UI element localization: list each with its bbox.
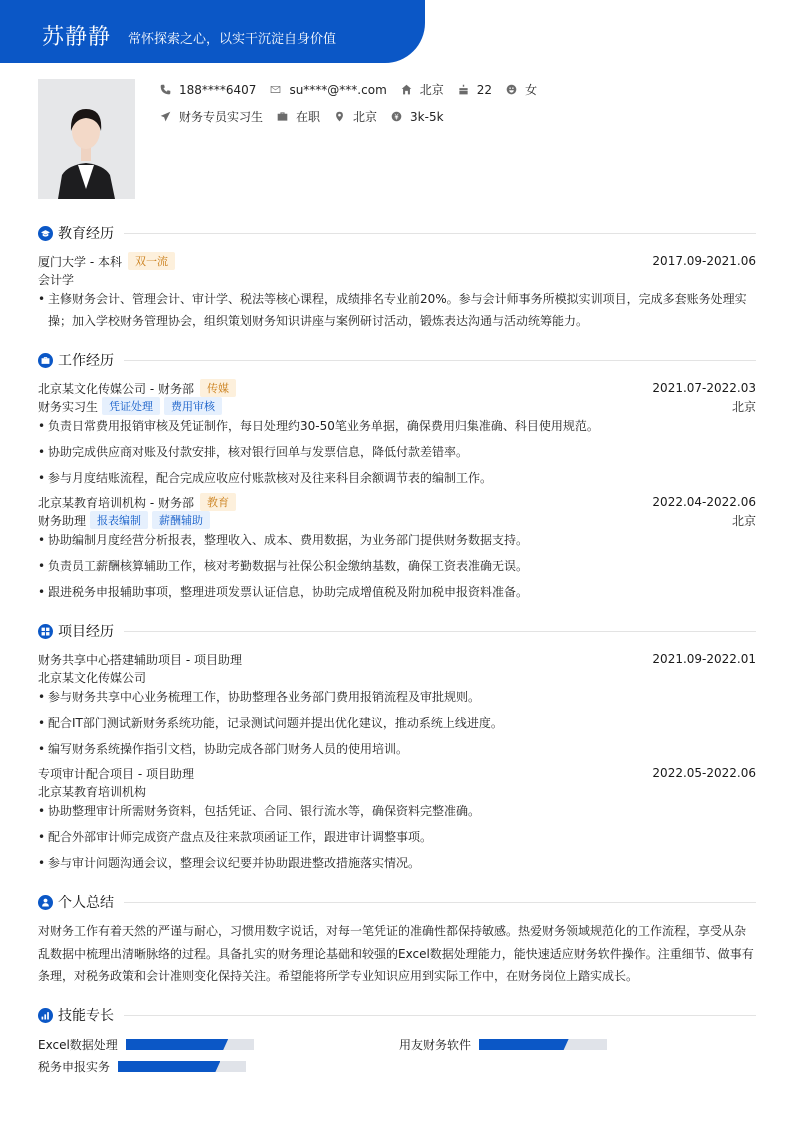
skill-tag: 薪酬辅助	[152, 511, 210, 529]
school-tag: 双一流	[128, 252, 175, 270]
project-org: 北京某文化传媒公司	[38, 670, 147, 685]
section-skills	[38, 1005, 756, 1025]
skill-tag: 凭证处理	[102, 397, 160, 415]
list-item: • 协助完成供应商对账及付款安排，核对银行回单与发票信息，降低付款差错率。	[38, 445, 469, 459]
school-name: 厦门大学 - 本科	[38, 254, 122, 269]
position-item	[160, 108, 263, 125]
project-org: 北京某教育培训机构	[38, 784, 147, 799]
section-work	[38, 350, 756, 370]
skill-item	[399, 1036, 607, 1053]
intention-row	[160, 108, 458, 125]
skill-bar-fill	[479, 1039, 569, 1050]
section-projects	[38, 621, 756, 641]
motto: 常怀探索之心，以实干沉淀自身价值	[128, 32, 337, 47]
skill-bar-fill	[118, 1061, 220, 1072]
divider	[124, 631, 756, 632]
project-name: 专项审计配合项目 - 项目助理	[38, 766, 194, 781]
user-icon	[38, 895, 53, 910]
status-item	[277, 108, 320, 125]
briefcase-icon	[277, 111, 288, 122]
header-banner	[0, 0, 425, 63]
gender-value: 女	[525, 83, 538, 97]
section-title: 项目经历	[58, 624, 114, 640]
pin-icon	[334, 111, 345, 122]
education-date: 2017.09-2021.06	[652, 254, 756, 268]
location-value: 北京	[419, 83, 444, 97]
list-item: • 参与月度结账流程，配合完成应收应付账款核对及往来科目余额调节表的编制工作。	[38, 471, 493, 485]
skill-tag: 报表编制	[90, 511, 148, 529]
job-city: 北京	[731, 513, 756, 528]
skill-bar	[479, 1039, 607, 1050]
section-title: 工作经历	[58, 353, 114, 369]
age-item	[458, 83, 492, 97]
mail-icon	[270, 84, 281, 95]
divider	[124, 1015, 756, 1016]
section-title: 教育经历	[58, 226, 114, 242]
city-value: 北京	[353, 110, 378, 124]
divider	[124, 902, 756, 903]
phone-item	[160, 83, 256, 97]
age-value: 22	[476, 82, 493, 97]
position-value: 财务专员实习生	[179, 110, 264, 124]
list-item: • 主修财务会计、管理会计、审计学、税法等核心课程，成绩排名专业前20%。参与会计师事务所模拟实训项目，完成多套账务处理实 操；加入学校财务管理协会，组织策划财务知识讲座与案例研讨活动，锻炼表达沟通与活动统筹能力。	[38, 292, 747, 328]
project-name: 财务共享中心搭建辅助项目 - 项目助理	[38, 652, 242, 667]
skill-bar	[118, 1061, 246, 1072]
industry-tag: 传媒	[200, 379, 236, 397]
phone-icon	[160, 84, 171, 95]
bar-chart-icon	[38, 1008, 53, 1023]
send-icon	[160, 111, 171, 122]
education-major-row	[38, 270, 756, 288]
job-role: 财务实习生	[38, 399, 99, 414]
project-org-row	[38, 782, 756, 800]
location-item	[401, 81, 444, 98]
job-date: 2021.07-2022.03	[652, 381, 756, 395]
city-item	[334, 108, 377, 125]
job-role-row	[38, 511, 756, 529]
salary-item	[391, 110, 444, 124]
project-header	[38, 650, 756, 668]
profile-photo	[38, 79, 135, 199]
divider	[124, 233, 756, 234]
status-value: 在职	[296, 110, 321, 124]
list-item: • 负责员工薪酬核算辅助工作，核对考勤数据与社保公积金缴纳基数，确保工资表准确无误。	[38, 559, 529, 573]
skill-tag: 费用审核	[164, 397, 222, 415]
list-item: • 配合IT部门测试新财务系统功能，记录测试问题并提出优化建议，推动系统上线进度。	[38, 716, 503, 730]
job-header	[38, 379, 756, 397]
graduation-cap-icon	[38, 226, 53, 241]
salary-value: 3k-5k	[410, 109, 444, 124]
company-name: 北京某教育培训机构 - 财务部	[38, 495, 194, 510]
gender-item	[506, 81, 537, 98]
cake-icon	[458, 84, 469, 95]
education-header	[38, 252, 756, 270]
skill-name: 税务申报实务	[38, 1060, 111, 1074]
company-name: 北京某文化传媒公司 - 财务部	[38, 381, 194, 396]
job-city: 北京	[731, 399, 756, 414]
section-summary	[38, 892, 756, 912]
skill-bar	[126, 1039, 254, 1050]
money-icon	[391, 111, 402, 122]
job-role: 财务助理	[38, 513, 87, 528]
list-item: • 协助整理审计所需财务资料，包括凭证、合同、银行流水等，确保资料完整准确。	[38, 804, 481, 818]
home-icon	[401, 84, 412, 95]
email-item	[270, 83, 386, 97]
skill-name: Excel数据处理	[38, 1038, 118, 1052]
section-title: 技能专长	[58, 1008, 114, 1024]
skill-name: 用友财务软件	[399, 1038, 472, 1052]
phone-value: 188****6407	[179, 82, 257, 97]
list-item: • 参与财务共享中心业务梳理工作，协助整理各业务部门费用报销流程及审批规则。	[38, 690, 481, 704]
industry-tag: 教育	[200, 493, 236, 511]
email-value: su****@***.com	[289, 82, 387, 97]
project-header	[38, 764, 756, 782]
project-date: 2021.09-2022.01	[652, 652, 756, 666]
list-item: • 协助编制月度经营分析报表，整理收入、成本、费用数据，为业务部门提供财务数据支持。	[38, 533, 529, 547]
list-item: • 编写财务系统操作指引文档，协助完成各部门财务人员的使用培训。	[38, 742, 409, 756]
list-item: • 负责日常费用报销审核及凭证制作，每日处理约30-50笔业务单据，确保费用归集准确、科目使用规范。	[38, 419, 599, 433]
list-item: • 跟进税务申报辅助事项，整理进项发票认证信息，协助完成增值税及附加税申报资料准备。	[38, 585, 529, 599]
grid-icon	[38, 624, 53, 639]
skill-item	[38, 1036, 254, 1053]
list-item: • 参与审计问题沟通会议，整理会议纪要并协助跟进整改措施落实情况。	[38, 856, 421, 870]
job-role-row	[38, 397, 756, 415]
project-date: 2022.05-2022.06	[652, 766, 756, 780]
briefcase-icon	[38, 353, 53, 368]
list-item: • 配合外部审计师完成资产盘点及往来款项函证工作，跟进审计调整事项。	[38, 830, 433, 844]
section-title: 个人总结	[58, 895, 114, 911]
job-header	[38, 493, 756, 511]
candidate-name: 苏静静	[42, 25, 112, 50]
project-org-row	[38, 668, 756, 686]
section-education	[38, 223, 756, 243]
skill-item	[38, 1058, 246, 1075]
major: 会计学	[38, 272, 75, 287]
job-date: 2022.04-2022.06	[652, 495, 756, 509]
skill-bar-fill	[126, 1039, 228, 1050]
divider	[124, 360, 756, 361]
smile-icon	[506, 84, 517, 95]
summary-text: 对财务工作有着天然的严谨与耐心，习惯用数字说话，对每一笔凭证的准确性都保持敏感。热爱财务领域规范化的工作流程，享受从杂 乱数据中梳理出清晰脉络的过程。具备扎实的财务理论基础和较强的Excel数据处理能力，能快速适应财务软件操作。注重细节、做事有 条理，对税务政策和会计准则变化保持关注。希望能将所学专业知识应用到实际工作中，在财务岗位上踏实成长。	[38, 924, 754, 983]
contact-row	[160, 81, 551, 98]
